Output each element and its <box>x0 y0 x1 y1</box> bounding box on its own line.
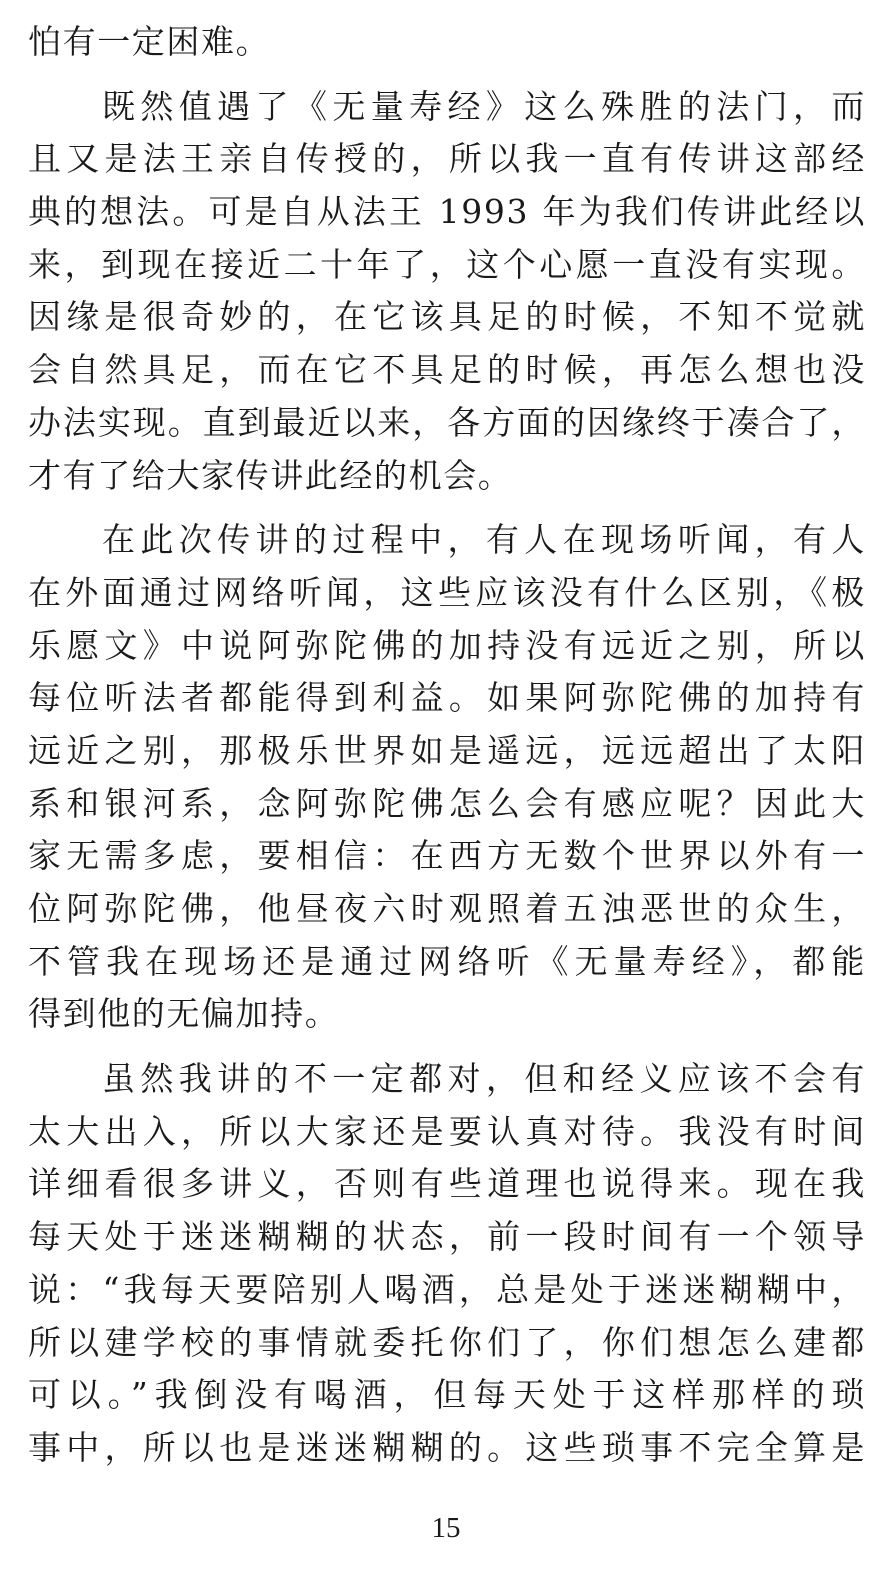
text-line: 来，到现在接近二十年了，这个心愿一直没有实现。 <box>28 244 866 284</box>
page-number: 15 <box>431 1512 461 1544</box>
text-line: 家无需多虑，要相信：在西方无数个世界以外有一 <box>28 836 866 876</box>
paragraph-4 <box>28 1053 866 1475</box>
text-line: 所以建学校的事情就委托你们了，你们想怎么建都 <box>28 1322 866 1362</box>
text-line: 位阿弥陀佛，他昼夜六时观照着五浊恶世的众生， <box>28 889 866 928</box>
paragraph-2 <box>28 81 866 503</box>
text-line: 系和银河系，念阿弥陀佛怎么会有感应呢？因此大 <box>28 783 866 823</box>
text-line: 每位听法者都能得到利益。如果阿弥陀佛的加持有 <box>28 678 866 718</box>
text-line: 说：“我每天要陪别人喝酒，总是处于迷迷糊糊中， <box>28 1269 866 1309</box>
text-line: 不管我在现场还是通过网络听《无量寿经》，都能 <box>28 941 866 981</box>
text-line: 太大出入，所以大家还是要认真对待。我没有时间 <box>28 1111 866 1151</box>
text-line: 在外面通过网络听闻，这些应该没有什么区别，《极 <box>28 572 866 612</box>
text-line: 怕有一定困难。 <box>28 22 271 61</box>
text-line: 详细看很多讲义，否则有些道理也说得来。现在我 <box>28 1164 866 1204</box>
paragraph-3 <box>28 514 866 1041</box>
text-line: 乐愿文》中说阿弥陀佛的加持没有远近之别，所以 <box>28 625 866 665</box>
page-body <box>28 16 866 1475</box>
text-line: 因缘是很奇妙的，在它该具足的时候，不知不觉就 <box>28 297 866 337</box>
text-line: 得到他的无偏加持。 <box>28 994 340 1034</box>
text-line: 每天处于迷迷糊糊的状态，前一段时间有一个领导 <box>28 1217 866 1257</box>
text-line: 且又是法王亲自传授的，所以我一直有传讲这部经 <box>28 139 866 179</box>
text-line: 既然值遇了《无量寿经》这么殊胜的法门，而 <box>102 86 866 126</box>
text-line: 办法实现。直到最近以来，各方面的因缘终于凑合了， <box>28 402 866 442</box>
text-line: 典的想法。可是自从法王 1993 年为我们传讲此经以 <box>28 192 866 232</box>
text-line: 在此次传讲的过程中，有人在现场听闻，有人 <box>102 520 866 560</box>
text-line: 远近之别，那极乐世界如是遥远，远远超出了太阳 <box>28 730 866 770</box>
text-line: 虽然我讲的不一定都对，但和经义应该不会有 <box>102 1059 866 1099</box>
text-line: 可以。”我倒没有喝酒，但每天处于这样那样的琐 <box>28 1375 866 1415</box>
text-line: 才有了给大家传讲此经的机会。 <box>28 455 513 495</box>
text-line: 会自然具足，而在它不具足的时候，再怎么想也没 <box>28 350 866 390</box>
paragraph-1 <box>28 16 866 69</box>
text-line: 事中，所以也是迷迷糊糊的。这些琐事不完全算是 <box>28 1427 866 1467</box>
